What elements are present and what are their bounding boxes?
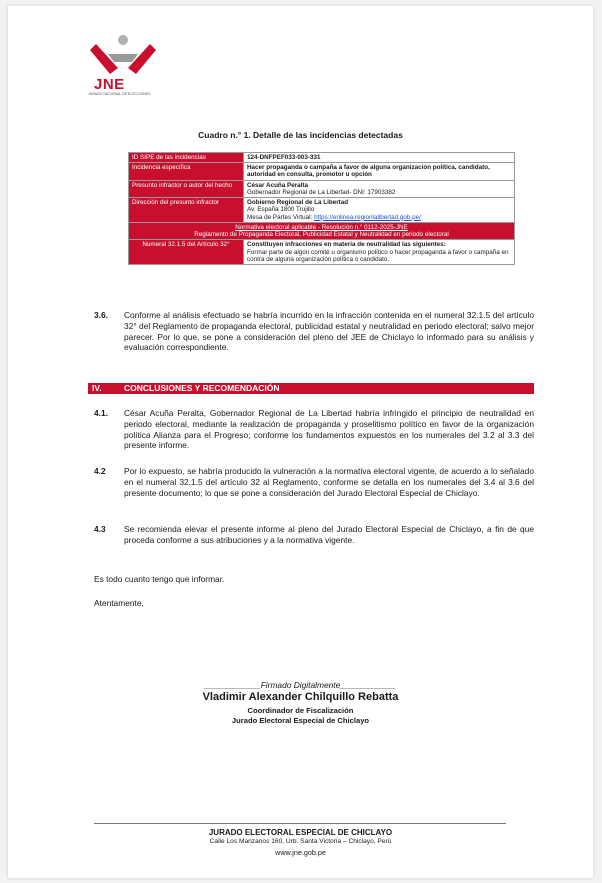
row-value: Hacer propaganda o campaña a favor de alguna organización política, candidato, autoridad en consulta, promotor u opción [244, 163, 515, 180]
row-label: Dirección del presunto infractor [129, 198, 244, 223]
signature-line: ____________Firmado Digitalmente____________ [204, 680, 397, 690]
table-row [129, 180, 515, 197]
closing-text: Es todo cuanto tengo que informar. [94, 574, 225, 584]
row-value: Constituyen infracciones en materia de neutralidad las siguientes: Formar parte de algún comité u organismo político o hacer propaganda a favor o campaña en contra de alguna organización política o candidato. [244, 240, 515, 265]
item-4-1: 4.1. César Acuña Peralta, Gobernador Regional de La Libertad habría infringido el principio de neutralidad en periodo electoral, mediante la realización de propaganda y proselitismo político en favor de la organización política Alianza para el Progreso; conforme los fundamentos expuestos en los numerales del 3.2 al 3.3 del presente informe. [94, 408, 534, 451]
normativa-header: Normativa electoral aplicable - Resolución n.° 0112-2025-JNE Reglamento de Propaganda Electoral, Publicidad Estatal y Neutralidad en periodo electoral [129, 222, 515, 239]
signer-name: Vladimir Alexander Chilquillo Rebatta [202, 691, 399, 703]
table-row [129, 153, 515, 163]
row-value: 124-DNFPEF033-003-331 [244, 153, 515, 163]
row-label: Incidencia específica [129, 163, 244, 180]
table-row [129, 240, 515, 265]
table-row [129, 163, 515, 180]
row-label: Presunto infractor o autor del hecho [129, 180, 244, 197]
footer-address: Calle Los Manzanos 160, Urb. Santa Victoria – Chiclayo, Perú [209, 838, 392, 845]
item-4-2: 4.2 Por lo expuesto, se habría producido la vulneración a la normativa electoral vigente, de acuerdo a lo señalado en el numeral 32.1.5 del artículo 32 al Reglamento, conforme se detalla en los numerales del 3.4 al 3.6 del presente documento; lo que se pone a consideración del Jurado Electoral Especial de Chiclayo. [94, 466, 534, 498]
logo-text: JNE [94, 76, 125, 93]
incidencias-table [128, 152, 515, 265]
footer-web[interactable]: www.jne.gob.pe [275, 848, 326, 857]
row-label: ID SIPE de las incidencias [129, 153, 244, 163]
footer-divider [94, 823, 506, 824]
salutation: Atentamente, [94, 598, 144, 608]
signer-role: Coordinador de Fiscalización Jurado Electoral Especial de Chiclayo [231, 706, 370, 725]
document-page [8, 6, 593, 878]
paragraph-3-6: 3.6. Conforme al análisis efectuado se habría incurrido en la infracción contenida en el numeral 32.1.5 del artículo 32° del Reglamento de propaganda electoral, publicidad estatal y neutralidad en periodo electoral; salvo mejor parecer. Por lo que, se pone a consideración del pleno del JEE de Chiclayo lo informado para su análisis y evaluación correspondiente. [94, 310, 534, 353]
row-value: Gobierno Regional de La Libertad Av. España 1800 Trujillo Mesa de Partes Virtual: https://enlinea.regionlalibertad.gob.pe/ [244, 198, 515, 223]
item-4-3: 4.3 Se recomienda elevar el presente informe al pleno del Jurado Electoral Especial de Chiclayo, a fin de que proceda conforme a sus atribuciones y a la normativa vigente. [94, 524, 534, 545]
section-iv-heading: IV. CONCLUSIONES Y RECOMENDACIÓN [88, 383, 534, 394]
logo-subtext: JURADO NACIONAL DE ELECCIONES [88, 92, 151, 96]
row-label: Numeral 32.1.5 del Artículo 32° [129, 240, 244, 265]
footer-org: JURADO ELECTORAL ESPECIAL DE CHICLAYO [208, 828, 393, 837]
table-row [129, 198, 515, 223]
table-caption: Cuadro n.° 1. Detalle de las incidencias detectadas [198, 130, 403, 140]
row-value: César Acuña Peralta Gobernador Regional de La Libertad- DNI: 17903382 [244, 180, 515, 197]
table-row [129, 222, 515, 239]
mesa-partes-link[interactable]: https://enlinea.regionlalibertad.gob.pe/ [314, 213, 421, 221]
